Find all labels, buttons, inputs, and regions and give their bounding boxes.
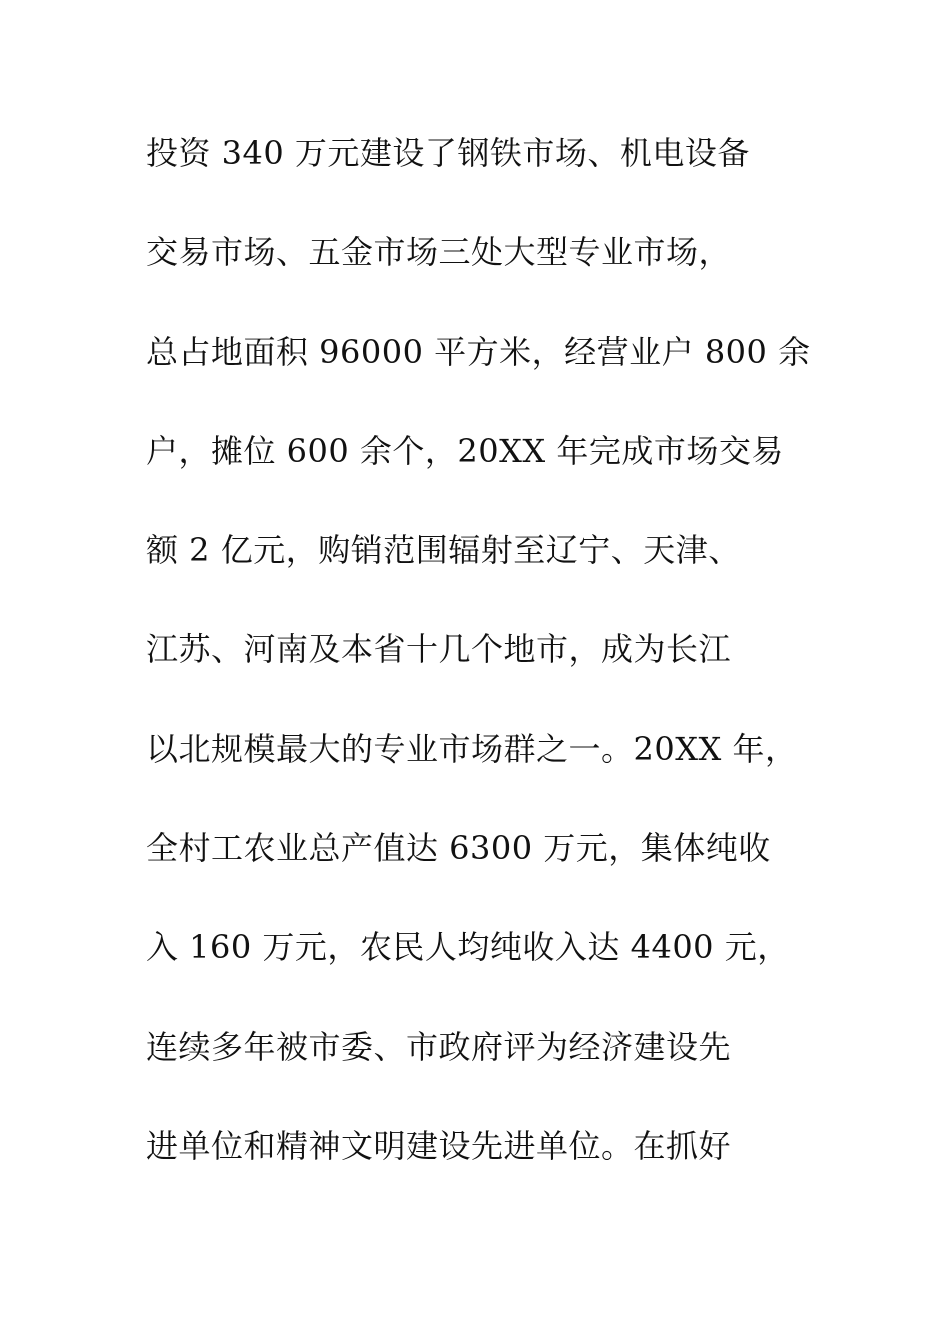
text-line-3: 总占地面积 96000 平方米，经营业户 800 余 [146, 332, 811, 371]
text-line-4: 户，摊位 600 余个，20XX 年完成市场交易 [146, 431, 784, 470]
text-line-10: 连续多年被市委、市政府评为经济建设先 [146, 1027, 732, 1066]
text-line-7: 以北规模最大的专业市场群之一。20XX 年， [146, 729, 798, 768]
text-line-8: 全村工农业总产值达 6300 万元，集体纯收 [146, 829, 771, 868]
text-line-1: 投资 340 万元建设了钢铁市场、机电设备 [146, 134, 750, 172]
text-line-9: 入 160 万元，农民人均纯收入达 4400 元， [146, 928, 790, 967]
text-line-2: 交易市场、五金市场三处大型专业市场， [146, 233, 732, 272]
body-text [146, 122, 826, 1214]
text-line-6: 江苏、河南及本省十几个地市，成为长江 [146, 630, 732, 669]
text-line-11: 进单位和精神文明建设先进单位。在抓好 [146, 1126, 732, 1165]
text-line-5: 额 2 亿元，购销范围辐射至辽宁、天津、 [146, 531, 741, 570]
